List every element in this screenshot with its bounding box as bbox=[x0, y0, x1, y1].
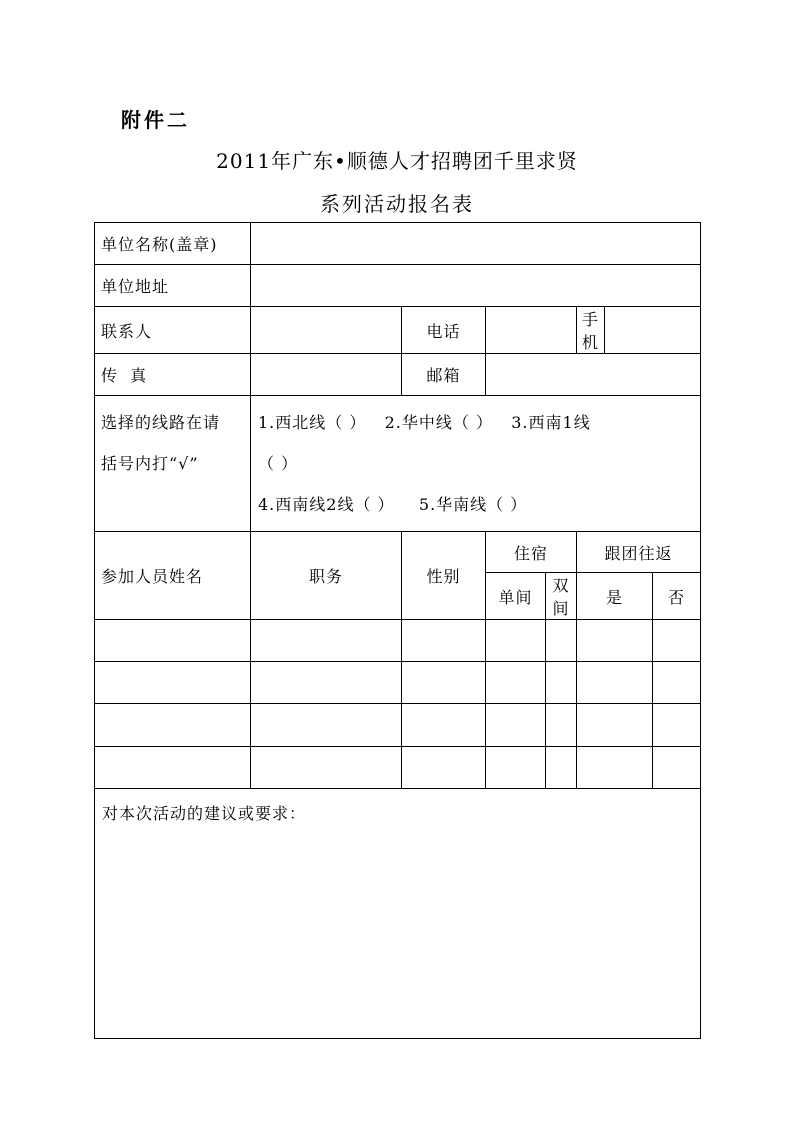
participant-no-cell[interactable] bbox=[653, 747, 701, 789]
participant-name-cell[interactable] bbox=[95, 662, 251, 704]
participant-gender-cell[interactable] bbox=[402, 747, 486, 789]
participant-no-cell[interactable] bbox=[653, 662, 701, 704]
participant-no-cell[interactable] bbox=[653, 620, 701, 662]
participant-position-cell[interactable] bbox=[251, 747, 402, 789]
attachment-label: 附件二 bbox=[121, 108, 190, 132]
participant-yes-cell[interactable] bbox=[577, 662, 653, 704]
route-options bbox=[251, 396, 701, 532]
suggestions-field[interactable] bbox=[95, 789, 701, 1039]
fax-row bbox=[95, 354, 701, 396]
participant-name-cell[interactable] bbox=[95, 704, 251, 747]
contact-row bbox=[95, 307, 701, 354]
gender-header: 性别 bbox=[402, 532, 486, 620]
unit-name-field[interactable] bbox=[251, 223, 701, 265]
unit-name-row bbox=[95, 223, 701, 265]
mobile-field[interactable] bbox=[605, 307, 701, 354]
route-option-northwest[interactable]: 1.西北线（ ） bbox=[258, 413, 367, 432]
route-instruction-line1: 选择的线路在请 bbox=[101, 413, 221, 432]
position-header: 职务 bbox=[251, 532, 402, 620]
route-instruction-line2: 括号内打“√” bbox=[101, 454, 199, 473]
participant-yes-cell[interactable] bbox=[577, 620, 653, 662]
participant-name-cell[interactable] bbox=[95, 747, 251, 789]
participant-row bbox=[95, 747, 701, 789]
travel-with-group-header: 跟团往返 bbox=[577, 532, 701, 573]
route-selection-row bbox=[95, 396, 701, 532]
route-option-southwest-2[interactable]: 4.西南线2线（ ） bbox=[258, 495, 395, 514]
contact-field[interactable] bbox=[251, 307, 402, 354]
single-room-header: 单间 bbox=[486, 573, 546, 620]
participant-row bbox=[95, 620, 701, 662]
participant-row bbox=[95, 662, 701, 704]
participant-single-cell[interactable] bbox=[486, 704, 546, 747]
route-option-southwest-1[interactable]: 3.西南1线 bbox=[511, 413, 591, 432]
participant-gender-cell[interactable] bbox=[402, 620, 486, 662]
participant-name-cell[interactable] bbox=[95, 620, 251, 662]
unit-address-row bbox=[95, 265, 701, 307]
participant-position-cell[interactable] bbox=[251, 662, 402, 704]
unit-name-label: 单位名称(盖章) bbox=[95, 223, 251, 265]
form-title-line1: 2011年广东•顺德人才招聘团千里求贤 bbox=[216, 149, 578, 173]
phone-field[interactable] bbox=[486, 307, 577, 354]
participant-single-cell[interactable] bbox=[486, 662, 546, 704]
participant-gender-cell[interactable] bbox=[402, 662, 486, 704]
route-option-south-china[interactable]: 5.华南线（ ） bbox=[418, 495, 528, 514]
participant-position-cell[interactable] bbox=[251, 620, 402, 662]
participant-position-cell[interactable] bbox=[251, 704, 402, 747]
suggestions-label: 对本次活动的建议或要求： bbox=[102, 804, 307, 823]
unit-address-field[interactable] bbox=[251, 265, 701, 307]
accommodation-header: 住宿 bbox=[486, 532, 577, 573]
fax-label: 传 真 bbox=[95, 354, 251, 396]
fax-field[interactable] bbox=[251, 354, 402, 396]
route-option-central[interactable]: 2.华中线（ ） bbox=[384, 413, 493, 432]
participant-double-cell[interactable] bbox=[546, 704, 577, 747]
participant-yes-cell[interactable] bbox=[577, 704, 653, 747]
participant-single-cell[interactable] bbox=[486, 620, 546, 662]
participants-header-row1 bbox=[95, 532, 701, 573]
double-room-header: 双间 bbox=[546, 573, 577, 620]
participant-single-cell[interactable] bbox=[486, 747, 546, 789]
participant-row bbox=[95, 704, 701, 747]
suggestions-row bbox=[95, 789, 701, 1039]
email-field[interactable] bbox=[486, 354, 701, 396]
yes-header: 是 bbox=[577, 573, 653, 620]
mobile-label: 手机 bbox=[577, 307, 605, 354]
participant-double-cell[interactable] bbox=[546, 620, 577, 662]
contact-label: 联系人 bbox=[95, 307, 251, 354]
unit-address-label: 单位地址 bbox=[95, 265, 251, 307]
participant-no-cell[interactable] bbox=[653, 704, 701, 747]
email-label: 邮箱 bbox=[402, 354, 486, 396]
form-title-line2: 系列活动报名表 bbox=[320, 192, 474, 216]
participant-double-cell[interactable] bbox=[546, 662, 577, 704]
participant-double-cell[interactable] bbox=[546, 747, 577, 789]
registration-form-table bbox=[94, 222, 701, 1039]
participant-yes-cell[interactable] bbox=[577, 747, 653, 789]
phone-label: 电话 bbox=[402, 307, 486, 354]
participant-name-header: 参加人员姓名 bbox=[95, 532, 251, 620]
no-header: 否 bbox=[653, 573, 701, 620]
participant-gender-cell[interactable] bbox=[402, 704, 486, 747]
route-option-southwest-1-bracket[interactable]: （ ） bbox=[258, 454, 299, 473]
route-instruction bbox=[95, 396, 251, 532]
